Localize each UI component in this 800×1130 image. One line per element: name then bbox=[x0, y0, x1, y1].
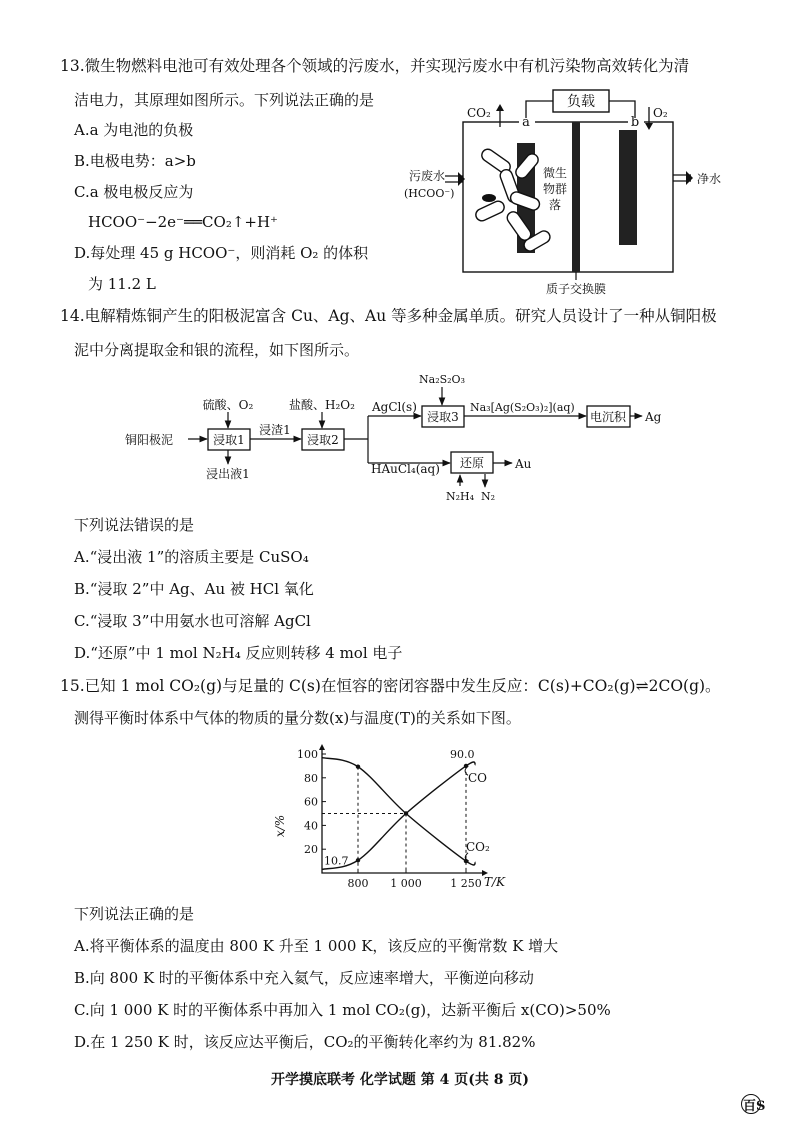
q13-option-d-line1: D.每处理 45 g HCOO⁻，则消耗 O₂ 的体积 bbox=[74, 244, 369, 262]
flow-step1: 浸取1 bbox=[213, 433, 245, 447]
q14-option-b: B.“浸取 2”中 Ag、Au 被 HCl 氧化 bbox=[74, 580, 314, 598]
q15-option-c: C.向 1 000 K 时的平衡体系中再加入 1 mol CO₂(g)，达新平衡后 x(CO)>50% bbox=[74, 1001, 611, 1019]
y-axis-arrow bbox=[319, 744, 325, 750]
q13-option-b: B.电极电势：a>b bbox=[74, 152, 196, 170]
q15-option-b: B.向 800 K 时的平衡体系中充入氦气，反应速率增大，平衡逆向移动 bbox=[74, 969, 534, 987]
chart-xlabel: T/K bbox=[484, 875, 506, 889]
co2-label: CO₂ bbox=[467, 106, 491, 120]
load-label: 负载 bbox=[567, 94, 595, 110]
annotation-90: 90.0 bbox=[450, 747, 475, 761]
annotation-10-7: 10.7 bbox=[324, 854, 349, 868]
flow-reduce: 还原 bbox=[459, 456, 485, 470]
q14-stem-line2: 泥中分离提取金和银的流程，如下图所示。 bbox=[74, 341, 360, 359]
flow-agcl: AgCl(s) bbox=[372, 400, 417, 414]
x-tick-label: 800 bbox=[347, 877, 369, 890]
flow-au: Au bbox=[515, 457, 532, 471]
q14-option-a: A.“浸出液 1”的溶质主要是 CuSO₄ bbox=[74, 548, 309, 566]
flow-step2: 浸取2 bbox=[307, 433, 339, 447]
microbe-label-1: 微生 bbox=[542, 166, 568, 180]
q15-option-d: D.在 1 250 K 时，该反应达平衡后，CO₂的平衡转化率约为 81.82% bbox=[74, 1033, 536, 1051]
q13-option-a: A.a 为电池的负极 bbox=[74, 121, 194, 139]
corner-mark bbox=[741, 1094, 765, 1114]
x-tick-label: 1 000 bbox=[390, 877, 422, 890]
chart-ylabel: x/% bbox=[273, 814, 287, 838]
series-label-co: CO bbox=[468, 770, 488, 785]
flow-filtrate1: 浸出液1 bbox=[206, 467, 250, 481]
flow-reagent3: Na₂S₂O₃ bbox=[419, 373, 465, 386]
q15-question: 下列说法正确的是 bbox=[74, 905, 195, 923]
flow-reagent2: 盐酸、H₂O₂ bbox=[289, 398, 355, 412]
cathode-electrode bbox=[619, 130, 637, 245]
flow-ag: Ag bbox=[645, 410, 662, 424]
q14-option-d: D.“还原”中 1 mol N₂H₄ 反应则转移 4 mol 电子 bbox=[74, 644, 403, 662]
electrode-a-label: a bbox=[522, 115, 530, 130]
data-point bbox=[356, 765, 360, 769]
series-line-co2 bbox=[322, 758, 476, 868]
q13-option-d-line2: 为 11.2 L bbox=[88, 275, 156, 293]
microbe-label-3: 落 bbox=[548, 198, 562, 212]
clean-water-label: 净水 bbox=[697, 172, 722, 186]
y-tick-label: 100 bbox=[297, 748, 318, 761]
q14-stem-line1: 14.电解精炼铜产生的阳极泥富含 Cu、Ag、Au 等多种金属单质。研究人员设计了一种从铜阳极 bbox=[60, 307, 717, 325]
x-tick-label: 1 250 bbox=[450, 877, 482, 890]
extraction-flowchart bbox=[120, 368, 680, 508]
flow-start: 铜阳极泥 bbox=[125, 433, 174, 447]
o2-label: O₂ bbox=[653, 106, 668, 120]
flow-complex: Na₃[Ag(S₂O₃)₂](aq) bbox=[470, 401, 575, 414]
q13-stem-line1: 13.微生物燃料电池可有效处理各个领域的污废水，并实现污废水中有机污染物高效转化为清 bbox=[60, 57, 690, 75]
flow-electro: 电沉积 bbox=[589, 410, 627, 424]
fuel-cell-diagram bbox=[395, 85, 775, 300]
flow-residue1: 浸渣1 bbox=[259, 423, 291, 437]
flow-n2: N₂ bbox=[480, 490, 496, 503]
q13-option-c: C.a 极电极反应为 bbox=[74, 183, 194, 201]
equilibrium-chart bbox=[270, 740, 530, 900]
flow-n2h4: N₂H₄ bbox=[445, 490, 475, 503]
q13-stem-line2: 洁电力，其原理如图所示。下列说法正确的是 bbox=[74, 91, 375, 109]
flow-step3: 浸取3 bbox=[427, 410, 459, 424]
y-tick-label: 20 bbox=[304, 843, 318, 857]
q15-stem-line1: 15.已知 1 mol CO₂(g)与足量的 C(s)在恒容的密闭容器中发生反应：C(s)+CO₂(g)⇌2CO(g)。 bbox=[60, 677, 721, 695]
corner-mark-text: 百S bbox=[743, 1098, 766, 1114]
flow-haucl4: HAuCl₄(aq) bbox=[371, 462, 440, 476]
flow-reagent1: 硫酸、O₂ bbox=[202, 398, 254, 412]
q14-option-c: C.“浸取 3”中用氨水也可溶解 AgCl bbox=[74, 612, 311, 630]
hcoo-label: (HCOO⁻) bbox=[404, 187, 455, 200]
electrode-b-label: b bbox=[630, 115, 640, 130]
q13-option-c-equation: HCOO⁻−2e⁻══CO₂↑+H⁺ bbox=[88, 213, 278, 231]
waste-water-label: 污废水 bbox=[409, 169, 446, 183]
proton-exchange-membrane bbox=[572, 122, 580, 272]
y-tick-label: 60 bbox=[304, 795, 318, 809]
microbe-label-2: 物群 bbox=[542, 182, 568, 196]
data-point bbox=[404, 811, 408, 815]
q14-question: 下列说法错误的是 bbox=[74, 516, 195, 534]
y-tick-label: 80 bbox=[304, 771, 318, 785]
series-label-co2: CO₂ bbox=[466, 840, 490, 855]
q15-stem-line2: 测得平衡时体系中气体的物质的量分数(x)与温度(T)的关系如下图。 bbox=[74, 709, 521, 727]
page-footer: 开学摸底联考 化学试题 第 4 页(共 8 页) bbox=[271, 1072, 529, 1088]
q15-option-a: A.将平衡体系的温度由 800 K 升至 1 000 K，该反应的平衡常数 K 增大 bbox=[74, 937, 559, 955]
membrane-label: 质子交换膜 bbox=[545, 282, 607, 296]
data-point bbox=[356, 858, 360, 862]
y-tick-label: 40 bbox=[304, 819, 318, 833]
